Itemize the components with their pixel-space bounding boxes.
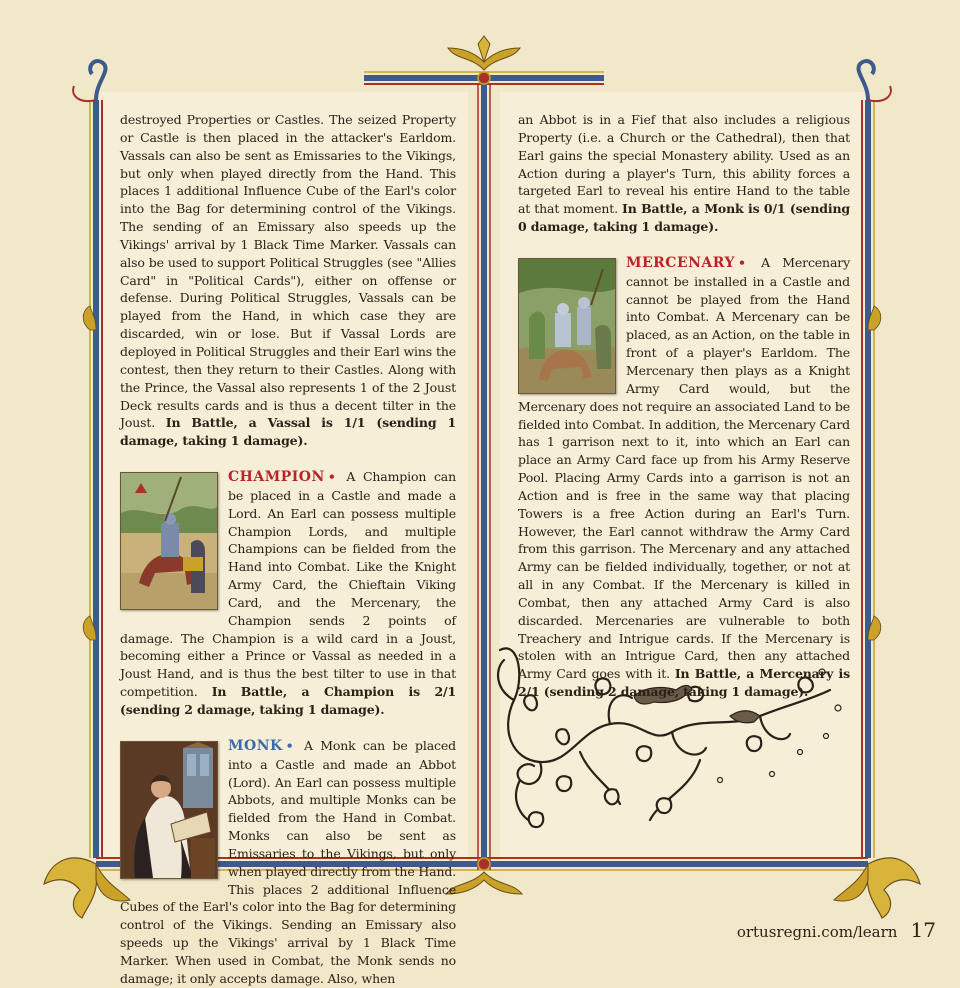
champion-text: A Champion can be placed in a Castle and made a Lord. An Earl can possess multiple Champion Lords, and multiple Champions can be fielded from the Hand into Combat. Like the Knight Army Card, the Chieftain Viking Card, and the Mercenary, the Champion sends 2 points of damage. The Champion is a wild card in a Joust, becoming either a Prince or Vassal as needed in a Joust Hand, and is thus the best tilter to use in that competition.	[120, 469, 457, 700]
right-intro-text: an Abbot is in a Fief that also includes a religious Property (i.e. a Church or the Cathedral), then that Earl gains the special Monastery ability. Used as an Action during a player's Turn, this ability forces a targeted Earl to reveal his entire Hand to the table at that moment.	[518, 112, 850, 217]
right-intro-bold: In Battle, a Monk is 0/1 (sending 0 damage, taking 1 damage).	[518, 201, 850, 235]
monk-card-art	[120, 741, 218, 879]
mercenary-section	[518, 254, 850, 701]
left-column	[120, 111, 456, 988]
mercenary-text: A Mercenary cannot be installed in a Castle and cannot be played from the Hand into Combat. A Mercenary can be placed, as an Action, on the table in front of a player's Earldom. The Mercenary then plays as a Knight Army Card would, but the Mercenary does not require an associated Land to be fielded into Combat. In addition, the Mercenary Card has 1 garrison next to it, into which an Earl can place an Army Card face up from his Army Reserve Pool. Placing Army Cards into a garrison is not an Action and is free in the same way that placing Towers is a free Action during an Earl's Turn. However, the Earl cannot withdraw the Army Card from this garrison. The Mercenary and any attached Army can be fielded individually, together, or not at all in any Combat. If the Mercenary is killed in Combat, then any attached Army Card is also discarded. Mercenaries are vulnerable to both Treachery and Intrigue cards. If the Mercenary is stolen with an Intrigue Card, then any attached Army Card goes with it.	[518, 254, 850, 682]
right-column	[518, 111, 850, 701]
page-footer	[737, 918, 936, 942]
champion-section	[120, 468, 456, 719]
left-intro-paragraph	[120, 111, 456, 450]
mercenary-card-art	[518, 258, 616, 394]
monk-heading: MONK	[228, 737, 283, 754]
champion-heading: CHAMPION	[228, 469, 325, 486]
monk-separator: •	[285, 737, 294, 753]
footer-url-link[interactable]: ortusregni.com/learn	[736, 923, 898, 941]
mercenary-separator: •	[737, 254, 746, 270]
champion-card-art	[120, 472, 218, 610]
mercenary-bold: In Battle, a Mercenary is 2/1 (sending 2 damage, taking 1 damage).	[518, 666, 850, 700]
left-intro-text: destroyed Properties or Castles. The seized Property or Castle is then placed in the attacker's Earldom. Vassals can also be sent as Emissaries to the Vikings, but only when played directly from the Hand. This places 1 additional Influence Cube of the Earl's color into the Bag for determining control of the Vikings. The sending of an Emissary also speeds up the Vikings' arrival by 1 Black Time Marker. Vassals can also be used to support Political Struggles (see "Allies Card" in "Political Cards"), either on offense or defense. During Political Struggles, Vassals can be played from the Hand, in which case they are discarded, win or lose. But if Vassal Lords are deployed in Political Struggles and their Earl wins the contest, then they return to their Castles. Along with the Prince, the Vassal also represents 1 of the 2 Joust Deck results cards and is thus a decent tilter in the Joust.	[120, 112, 456, 431]
page-number: 17	[910, 918, 936, 942]
champion-separator: •	[327, 469, 336, 485]
mercenary-heading: MERCENARY	[626, 254, 735, 271]
center-spine	[478, 84, 490, 870]
monk-text: A Monk can be placed into a Castle and made an Abbot (Lord). An Earl can possess multiple Abbots, and multiple Monks can be fielded from the Hand in Combat. Monks can also be sent as Emissaries to the Vikings, but only when played directly from the Hand. This places 2 additional Influence Cubes of the Earl's color into the Bag for determining control of the Vikings. Sending an Emissary also speeds up the Vikings' arrival by 1 Black Time Marker. When used in Combat, the Monk sends no damage; it only accepts damage. Also, when	[120, 737, 457, 986]
monk-section	[120, 737, 456, 988]
right-intro-paragraph	[518, 111, 850, 236]
champion-bold: In Battle, a Champion is 2/1 (sending 2 damage, taking 1 damage).	[120, 684, 456, 717]
left-intro-bold: In Battle, a Vassal is 1/1 (sending 1 damage, taking 1 damage).	[120, 415, 456, 449]
